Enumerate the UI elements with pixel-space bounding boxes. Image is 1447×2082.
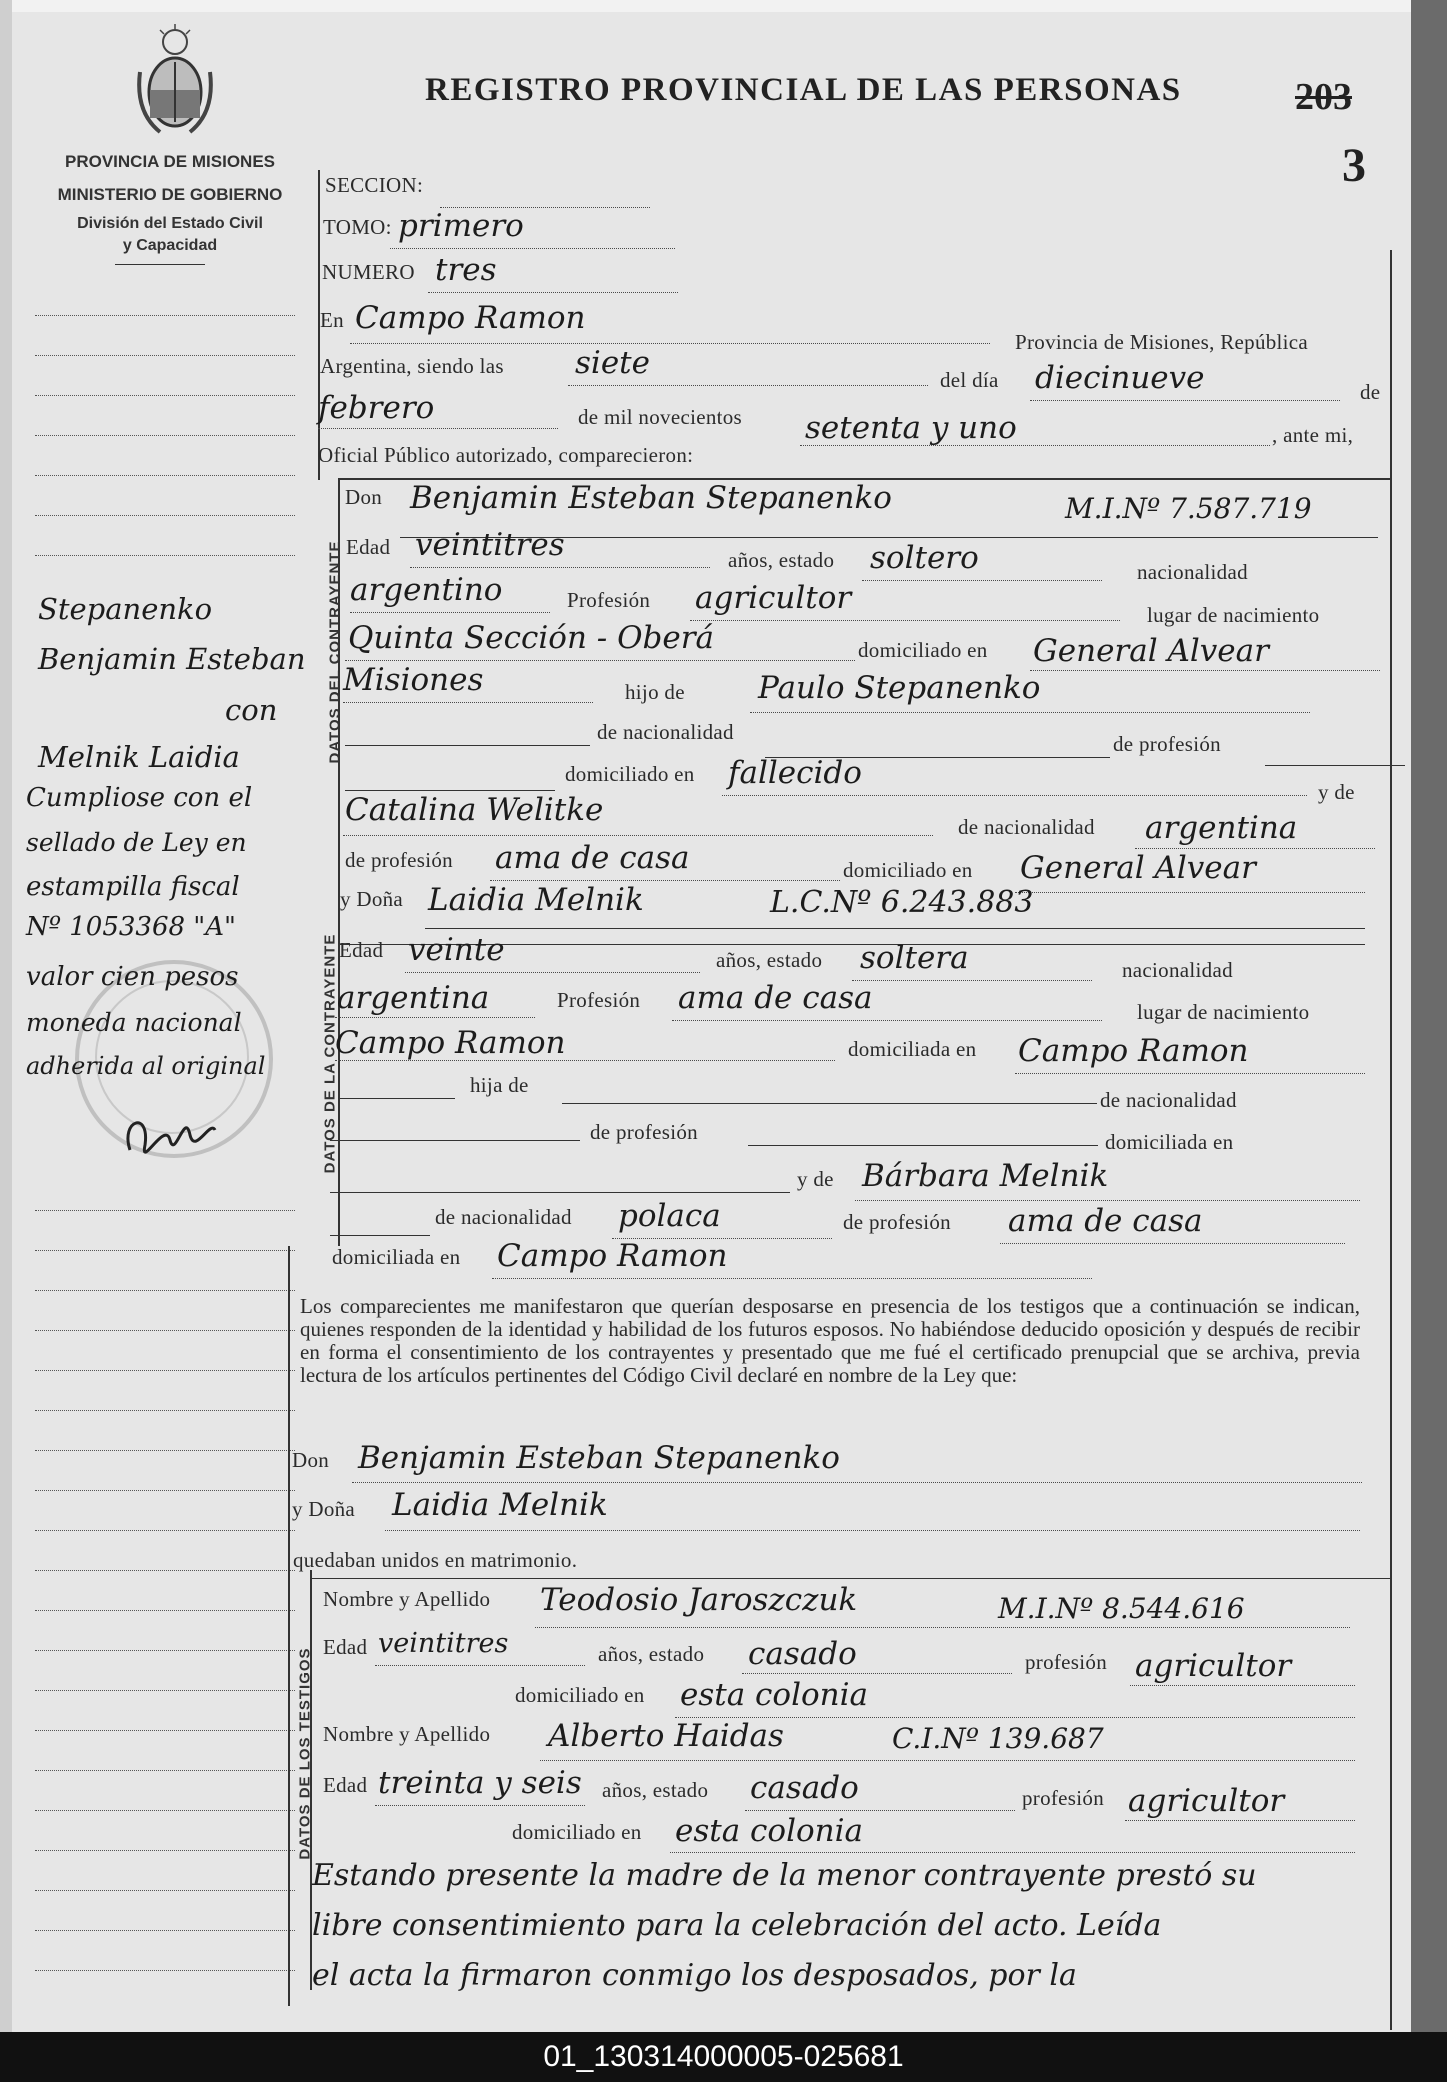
margin-note-line: moneda nacional [26, 1008, 242, 1037]
field-decl-dona[interactable] [385, 1530, 1360, 1531]
label-de-profesion-f: de profesión [590, 1120, 698, 1144]
side-label-testigos: DATOS DE LOS TESTIGOS [296, 1647, 314, 1860]
field-novio-prof[interactable] [690, 620, 1120, 621]
label-seccion: SECCION: [325, 173, 424, 197]
margin-rule [35, 1370, 295, 1371]
value-novio-dom: General Alvear [1033, 633, 1269, 669]
field-mes[interactable] [318, 428, 558, 429]
field-anio[interactable] [800, 445, 1270, 446]
margin-rule [35, 355, 295, 356]
margin-rule [35, 315, 295, 316]
margin-note-line: Nº 1053368 "A" [26, 912, 236, 942]
label-de-nacionalidad: de nacionalidad [597, 720, 734, 744]
value-madre-dom: General Alvear [1020, 850, 1256, 886]
field-t1-nombre[interactable] [535, 1627, 1350, 1628]
field-padre2[interactable] [562, 1103, 1097, 1104]
value-tomo: primero [398, 208, 524, 244]
value-novio-prof: agricultor [695, 580, 852, 616]
value-mes: febrero [318, 390, 435, 426]
value-novio-edad: veintitres [415, 527, 565, 563]
label-don-decl: Don [292, 1448, 330, 1472]
field-madre2-dom[interactable] [492, 1278, 1092, 1279]
label-anos-estado: años, estado [728, 548, 835, 572]
margin-rule [35, 1970, 295, 1971]
folio-number: 3 [1342, 139, 1366, 192]
label-domiciliada-en-padre2: domiciliada en [1105, 1130, 1234, 1154]
value-madre: Catalina Welitke [345, 792, 604, 828]
value-padre: Paulo Stepanenko [758, 670, 1041, 706]
field-novio-edad[interactable] [410, 567, 710, 568]
margin-note-line: Stepanenko [38, 592, 213, 626]
margin-rule [35, 1490, 295, 1491]
value-novio: Benjamin Esteban Stepanenko [410, 480, 892, 516]
value-novia-nac: argentina [337, 980, 490, 1016]
label-quedaban: quedaban unidos en matrimonio. [293, 1548, 578, 1572]
office-underline [115, 264, 205, 265]
value-madre-prof: ama de casa [495, 840, 690, 876]
label-numero: NUMERO [322, 260, 415, 284]
field-padre-nac-blank[interactable] [345, 745, 590, 746]
margin-note-line: valor cien pesos [26, 962, 239, 992]
office-line-1: PROVINCIA DE MISIONES [64, 152, 275, 171]
field-tomo[interactable] [390, 248, 675, 249]
label-tomo: TOMO: [323, 215, 392, 239]
page-left-edge [0, 0, 12, 2032]
note-line-2: libre consentimiento para la celebración del acto. Leída [312, 1908, 1162, 1943]
field-madre-prof[interactable] [490, 880, 840, 881]
field-novio-dom2[interactable] [343, 702, 593, 703]
label-profesion: Profesión [567, 588, 651, 612]
label-profesion-t2: profesión [1022, 1786, 1105, 1810]
value-decl-don: Benjamin Esteban Stepanenko [358, 1440, 840, 1476]
page-right-edge [1411, 0, 1447, 2032]
value-madre-nac: argentina [1145, 810, 1298, 846]
margin-note-line: Cumpliose con el [26, 783, 253, 813]
field-padre2-dom[interactable] [330, 1192, 790, 1193]
field-madre2[interactable] [855, 1200, 1360, 1201]
label-nacionalidad: nacionalidad [1137, 560, 1248, 584]
side-label-contrayente-f: DATOS DE LA CONTRAYENTE [321, 933, 339, 1174]
margin-rule [35, 1570, 295, 1571]
value-novia-doc: L.C.Nº 6.243.883 [770, 885, 1034, 920]
value-t1-doc: M.I.Nº 8.544.616 [998, 1592, 1245, 1625]
field-padre2-prof[interactable] [748, 1145, 1098, 1146]
value-madre2-dom: Campo Ramon [497, 1238, 728, 1274]
value-hora: siete [575, 345, 650, 381]
label-edad-f: Edad [339, 938, 384, 962]
field-novia-edad[interactable] [405, 972, 700, 973]
value-madre2-prof: ama de casa [1008, 1203, 1203, 1239]
margin-note-line: estampilla fiscal [26, 872, 240, 902]
value-novia-lugar: Campo Ramon [335, 1025, 566, 1061]
value-novia-estado: soltera [860, 940, 969, 976]
margin-rule [35, 1890, 295, 1891]
value-madre2-nac: polaca [618, 1198, 721, 1234]
margin-rule [35, 1530, 295, 1531]
field-madre-nac[interactable] [1135, 848, 1375, 849]
margin-rule [35, 1250, 295, 1251]
field-novio-dom[interactable] [1030, 670, 1380, 671]
field-t1-estado[interactable] [742, 1673, 1012, 1674]
note-line-3: el acta la firmaron conmigo los desposados, por la [312, 1958, 1077, 1993]
field-novia-lugar[interactable] [335, 1060, 835, 1061]
field-t2-dom[interactable] [670, 1852, 1355, 1853]
value-novio-lugar: Quinta Sección - Oberá [348, 620, 714, 656]
margin-signature [110, 1100, 230, 1180]
office-line-2: MINISTERIO DE GOBIERNO [57, 185, 283, 204]
margin-rule [35, 1810, 295, 1811]
image-id-footer: 01_130314000005-025681 [0, 2032, 1447, 2082]
field-madre-dom[interactable] [1015, 892, 1365, 893]
label-domiciliado-en-padre: domiciliado en [565, 762, 695, 786]
document-title: REGISTRO PROVINCIAL DE LAS PERSONAS [425, 72, 1182, 108]
label-oficial: Oficial Público autorizado, comparecieron: [318, 443, 694, 467]
label-hijo-de: hijo de [625, 680, 685, 704]
label-de-nacionalidad-madre: de nacionalidad [958, 815, 1095, 839]
note-line-1: Estando presente la madre de la menor contrayente prestó su [312, 1858, 1257, 1893]
value-t2-edad: treinta y seis [378, 1765, 582, 1801]
value-t1-nombre: Teodosio Jaroszczuk [540, 1582, 858, 1618]
field-novia-prof[interactable] [672, 1020, 1102, 1021]
margin-rule [35, 435, 295, 436]
label-domiciliada-en: domiciliada en [848, 1037, 977, 1061]
label-edad-t1: Edad [323, 1635, 368, 1659]
field-novio-nac[interactable] [350, 612, 550, 613]
field-padre-prof[interactable] [1265, 765, 1405, 766]
value-lugar: Campo Ramon [355, 300, 586, 336]
field-numero[interactable] [428, 292, 678, 293]
label-domiciliado-en-t1: domiciliado en [515, 1683, 645, 1707]
label-y-de: y de [1318, 780, 1355, 804]
value-t1-estado: casado [748, 1636, 857, 1672]
value-padre-dom: fallecido [728, 755, 862, 791]
label-don: Don [345, 485, 383, 509]
value-anio: setenta y uno [805, 410, 1017, 446]
margin-rule [35, 1770, 295, 1771]
value-novio-dom2: Misiones [343, 662, 484, 698]
margin-rule [35, 1410, 295, 1411]
label-domiciliado-en: domiciliado en [858, 638, 988, 662]
field-padre[interactable] [750, 712, 1310, 713]
margin-note-line: Melnik Laidia [38, 740, 240, 774]
field-madre2-prof[interactable] [1000, 1243, 1345, 1244]
label-edad: Edad [346, 535, 391, 559]
label-de-profesion-madre2: de profesión [843, 1210, 951, 1234]
field-t2-prof[interactable] [1125, 1820, 1355, 1821]
label-anos-estado-f: años, estado [716, 948, 823, 972]
value-t1-prof: agricultor [1135, 1648, 1292, 1684]
side-label-contrayente: DATOS DEL CONTRAYENTE [326, 540, 344, 764]
value-t1-edad: veintitres [378, 1628, 509, 1659]
field-t2-edad[interactable] [375, 1805, 585, 1806]
office-line-4: y Capacidad [122, 237, 218, 254]
value-novio-nac: argentino [350, 572, 503, 608]
label-y-dona: y Doña [340, 887, 404, 911]
margin-rule [35, 1610, 295, 1611]
label-de-nacionalidad-madre2: de nacionalidad [435, 1205, 572, 1229]
field-novio-lugar[interactable] [345, 660, 855, 661]
office-line-3: División del Estado Civil [77, 215, 263, 232]
field-dia[interactable] [1030, 400, 1340, 401]
field-padre-dom-blank[interactable] [345, 790, 555, 791]
value-t2-prof: agricultor [1128, 1783, 1285, 1819]
value-numero: tres [435, 252, 497, 288]
field-novia-dom[interactable] [1015, 1073, 1365, 1074]
label-nombre-t1: Nombre y Apellido [323, 1587, 491, 1611]
label-profesion-t1: profesión [1025, 1650, 1108, 1674]
label-en: En [320, 308, 344, 332]
margin-rule [35, 1690, 295, 1691]
field-padre-dom[interactable] [722, 795, 1307, 796]
paragraph-left-line [288, 1246, 290, 2006]
value-novia-prof: ama de casa [678, 980, 873, 1016]
margin-rule [35, 1210, 295, 1211]
margin-rule [35, 1730, 295, 1731]
field-novia-estado[interactable] [852, 980, 1092, 981]
label-de-profesion-madre: de profesión [345, 848, 453, 872]
margin-rule [35, 1850, 295, 1851]
margin-rule [35, 1930, 295, 1931]
label-domiciliado-en-t2: domiciliado en [512, 1820, 642, 1844]
label-del-dia: del día [940, 368, 999, 392]
value-madre2: Bárbara Melnik [862, 1158, 1109, 1194]
label-ante-mi: , ante mi, [1272, 423, 1354, 447]
label-hija-de: hija de [470, 1073, 529, 1097]
label-de-nacionalidad-f: de nacionalidad [1100, 1088, 1237, 1112]
field-t1-prof[interactable] [1130, 1685, 1355, 1686]
margin-note-line: Benjamin Esteban [38, 642, 306, 676]
label-anos-estado-t1: años, estado [598, 1642, 705, 1666]
label-nacionalidad-f: nacionalidad [1122, 958, 1233, 982]
value-novia: Laidia Melnik [428, 882, 644, 918]
margin-rule [35, 395, 295, 396]
rule-testigos-top [312, 1578, 1390, 1579]
label-y-dona-decl: y Doña [292, 1497, 356, 1521]
margin-rule [35, 1330, 295, 1331]
label-profesion-f: Profesión [557, 988, 641, 1012]
margin-note-line: adherida al original [26, 1052, 266, 1080]
value-t1-dom: esta colonia [680, 1677, 869, 1713]
page-top-band [0, 0, 1447, 12]
declaration-paragraph: Los comparecientes me manifestaron que querían desposarse en presencia de los testigos que a continuación se indican, quienes responden de la identidad y habilidad de los futuros esposos. No habiéndose deducido oposición y después de recibir en forma el consentimiento de los contrayentes y presentado que me fué el certificado prenupcial que se archiva, previa lectura de los artículos pertinentes del Código Civil declaré en nombre de la Ley que: [300, 1294, 1360, 1387]
label-nombre-t2: Nombre y Apellido [323, 1722, 491, 1746]
field-padre2-blank[interactable] [340, 1098, 455, 1099]
label-argentina-siendo: Argentina, siendo las [320, 354, 504, 378]
value-decl-dona: Laidia Melnik [392, 1487, 608, 1523]
value-dia: diecinueve [1035, 360, 1205, 396]
label-edad-t2: Edad [323, 1773, 368, 1797]
margin-rule [35, 1290, 295, 1291]
label-provincia: Provincia de Misiones, República [1015, 330, 1309, 354]
margin-rule [35, 1650, 295, 1651]
label-de-profesion: de profesión [1113, 732, 1221, 756]
struck-number: 203 [1295, 76, 1352, 118]
field-novia[interactable] [425, 928, 1365, 929]
label-anos-estado-t2: años, estado [602, 1778, 709, 1802]
label-lugar-nac: lugar de nacimiento [1147, 603, 1320, 627]
field-hora[interactable] [568, 385, 928, 386]
frame-right-line [1390, 250, 1392, 2030]
field-madre[interactable] [343, 835, 933, 836]
value-novio-estado: soltero [870, 540, 979, 576]
value-t2-doc: C.I.Nº 139.687 [892, 1722, 1104, 1755]
value-novia-dom: Campo Ramon [1018, 1033, 1249, 1069]
field-t2-estado[interactable] [745, 1810, 1015, 1811]
field-madre2-blank[interactable] [330, 1235, 430, 1236]
value-novia-edad: veinte [408, 932, 505, 968]
label-y-de-f: y de [797, 1167, 834, 1191]
label-lugar-nac-f: lugar de nacimiento [1137, 1000, 1310, 1024]
field-t1-edad[interactable] [375, 1665, 585, 1666]
value-novio-doc: M.I.Nº 7.587.719 [1065, 492, 1312, 525]
value-t2-nombre: Alberto Haidas [548, 1718, 784, 1754]
margin-rule [35, 475, 295, 476]
field-padre2-nac-blank[interactable] [330, 1140, 580, 1141]
margin-note-line: sellado de Ley en [26, 828, 247, 857]
field-lugar[interactable] [350, 343, 990, 344]
value-t2-estado: casado [750, 1770, 859, 1806]
label-domiciliado-en-madre: domiciliado en [843, 858, 973, 882]
field-novia-nac[interactable] [335, 1017, 535, 1018]
coat-of-arms-icon [130, 22, 220, 142]
field-t2-nombre[interactable] [540, 1760, 1355, 1761]
label-de-mil: de mil novecientos [578, 405, 743, 429]
label-domiciliada-en-madre2: domiciliada en [332, 1245, 461, 1269]
field-decl-don[interactable] [352, 1482, 1362, 1483]
field-novio-estado[interactable] [862, 580, 1102, 581]
value-t2-dom: esta colonia [675, 1813, 864, 1849]
label-de: de [1360, 380, 1381, 404]
margin-rule [35, 515, 295, 516]
margin-rule [35, 555, 295, 556]
margin-rule [35, 1450, 295, 1451]
margin-note-line: con [225, 693, 278, 727]
